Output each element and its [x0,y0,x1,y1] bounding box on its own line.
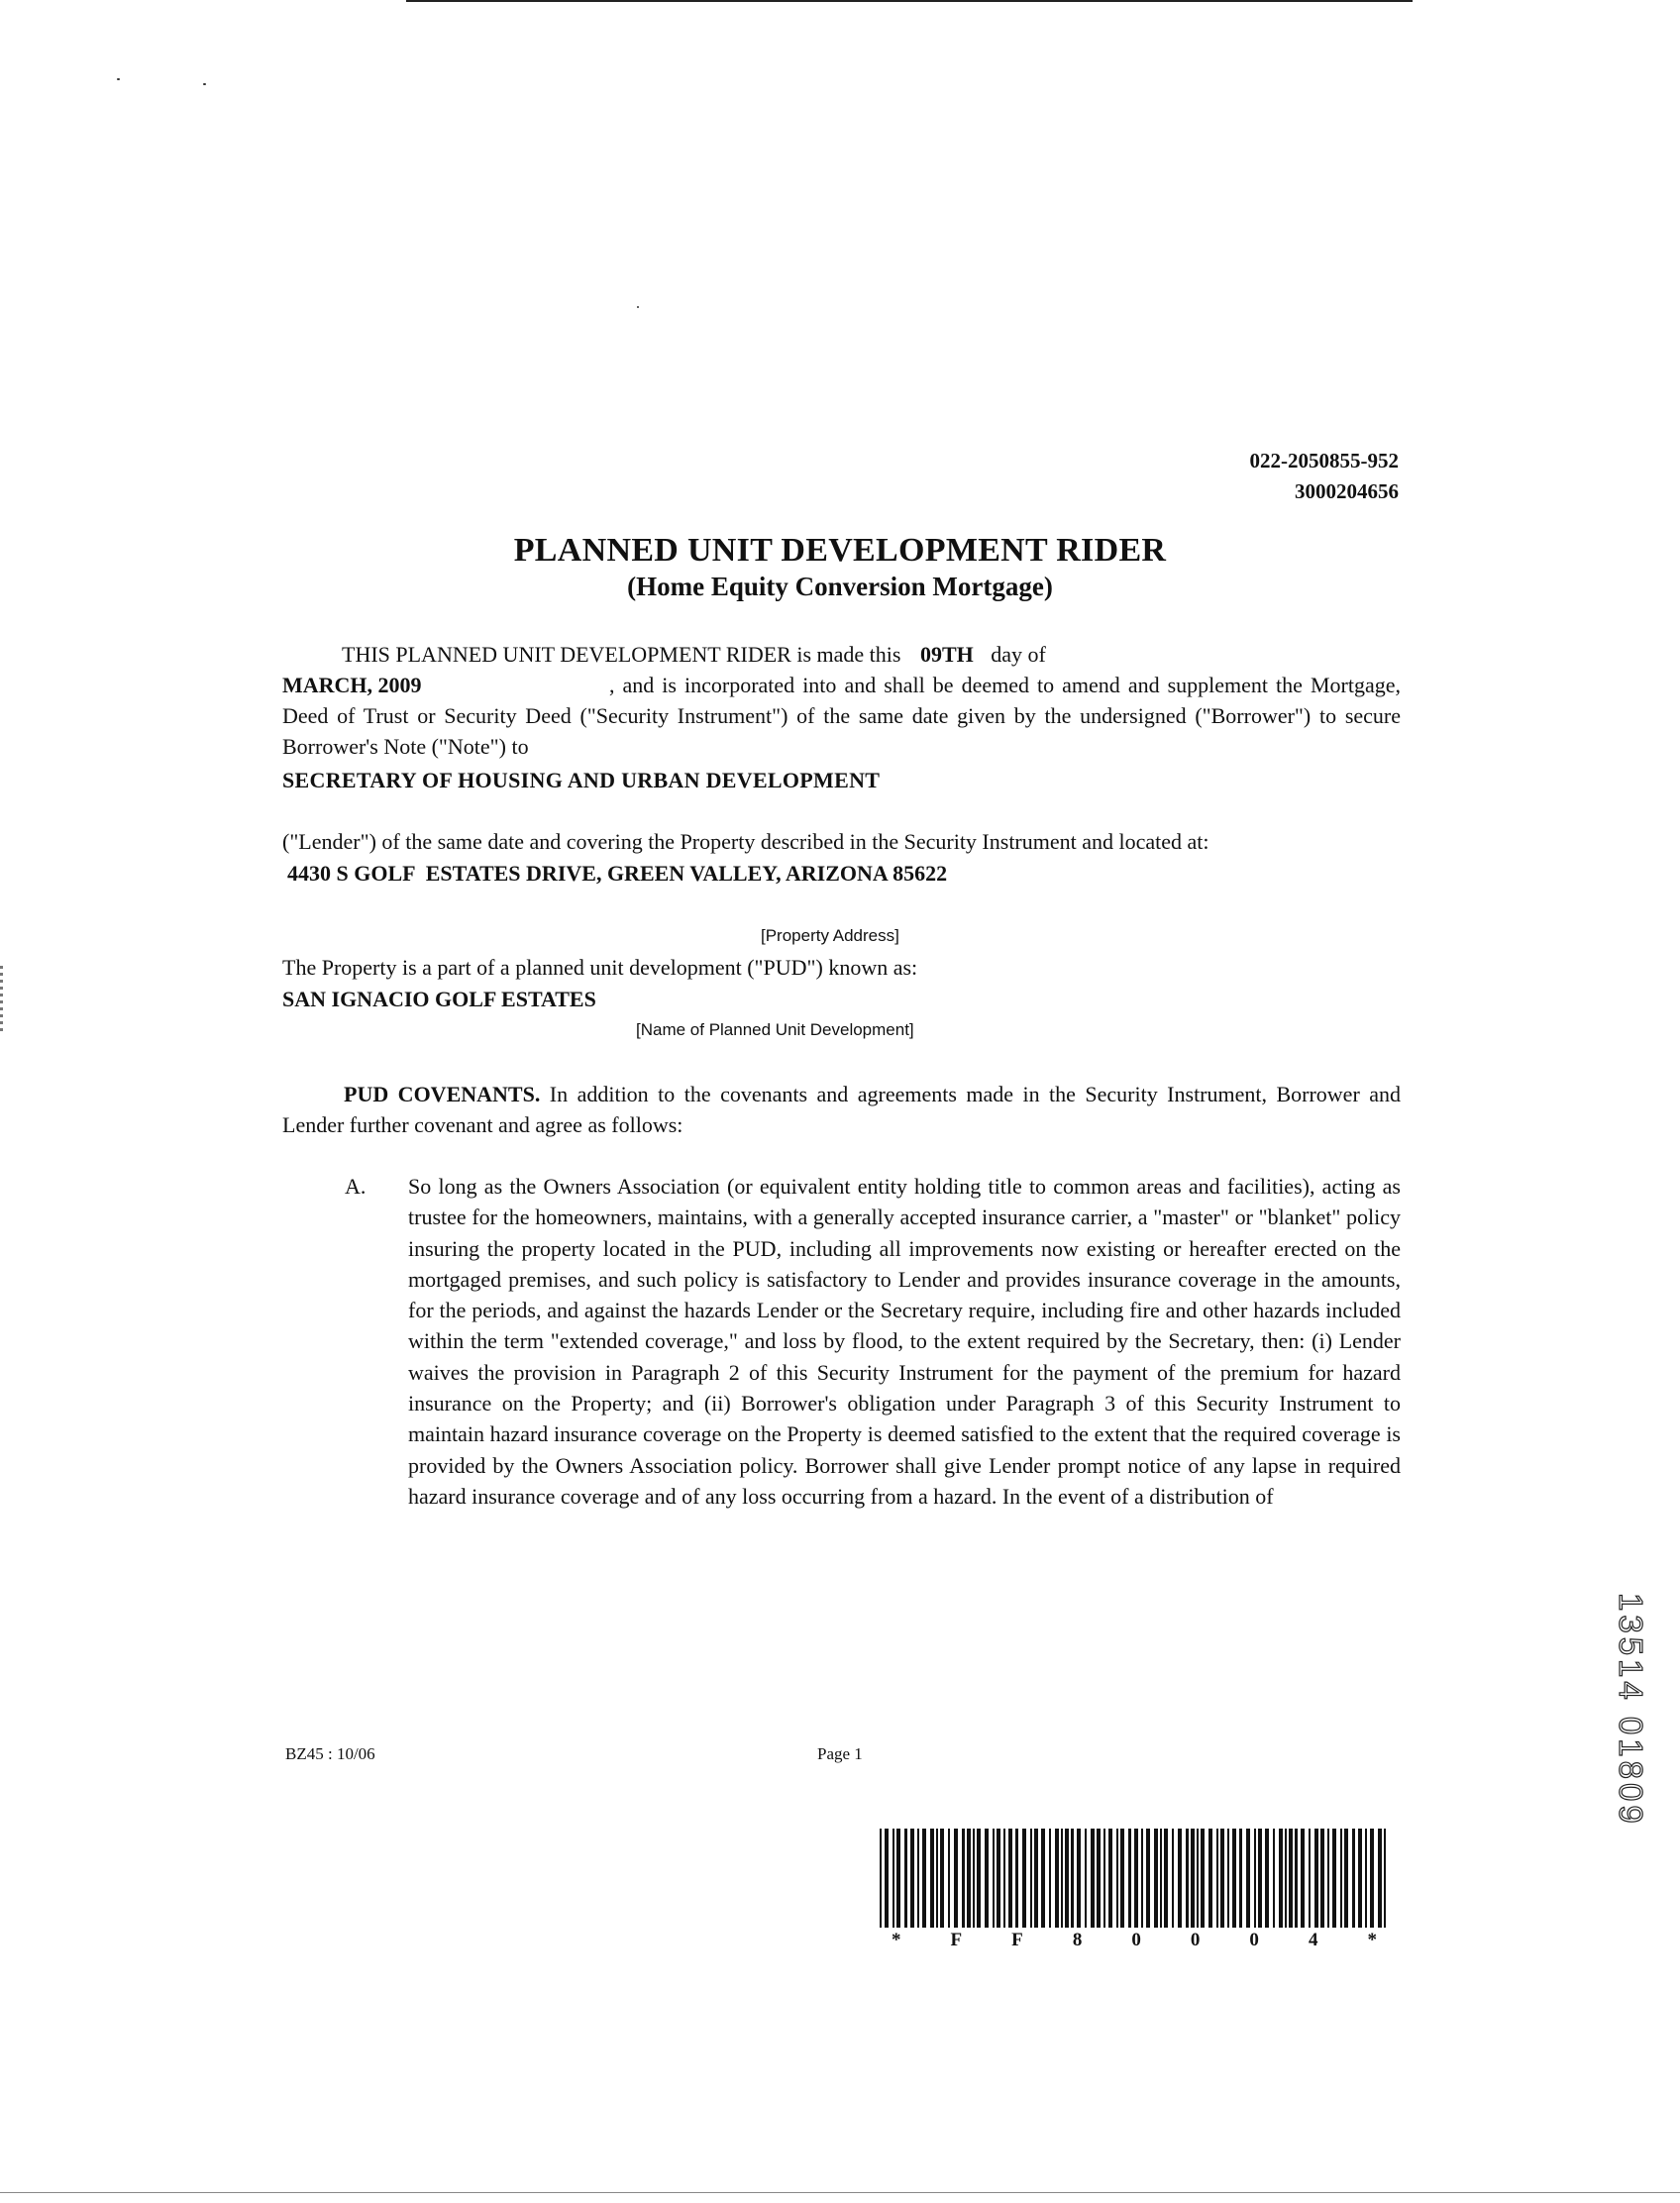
barcode-text [876,1930,1393,1951]
barcode-bar [1285,1829,1287,1928]
barcode-bar [896,1829,900,1928]
barcode-char: F [1011,1930,1023,1950]
barcode-bar [1254,1829,1256,1928]
barcode-bar [1279,1829,1283,1928]
barcode-bar [1197,1829,1199,1928]
barcode-bar [954,1829,958,1928]
barcode-bar [1265,1829,1269,1928]
barcode-char: 0 [1190,1930,1201,1950]
barcode-bar [910,1829,914,1928]
barcode-bar [1015,1829,1018,1928]
barcode-bar [1008,1829,1012,1928]
document-title: PLANNED UNIT DEVELOPMENT RIDER [513,532,1167,569]
side-stamp-number: 13514 01809 [1613,1593,1649,1828]
barcode-bar [1055,1829,1059,1928]
barcode-bar [930,1829,934,1928]
intro-body: , and is incorporated into and shall be deemed to amend and supplement the Mortgage, Deed of Trust or Security Deed ("Security Instrument") of the same date given by the undersigned ("Borrower") to secure Borrower's Note ("Note") to [282,673,1401,759]
scan-speck [637,306,639,308]
pud-name-caption: [Name of Planned Unit Development] [636,1020,914,1039]
top-border-line [406,0,1413,2]
page-number: Page 1 [817,1744,863,1763]
barcode-bar [1365,1829,1367,1928]
barcode-char: 0 [1249,1930,1259,1950]
barcode-bar [936,1829,938,1928]
barcode-bar [985,1829,989,1928]
bottom-border-line [0,2192,1680,2193]
barcode-bar [885,1829,889,1928]
pud-covenants-heading: PUD COVENANTS. [344,1082,541,1106]
barcode-bar [1220,1829,1224,1928]
barcode-bar [993,1829,995,1928]
barcode-bar [1103,1829,1105,1928]
barcode-bar [1085,1829,1087,1928]
rider-month-year: MARCH, 2009 [282,673,422,697]
intro-paragraph [282,670,1401,762]
barcode-bar [1191,1829,1195,1928]
barcode-bar [1320,1829,1324,1928]
barcode-bar [1239,1829,1242,1928]
barcode-bar [1141,1829,1143,1928]
barcode-bar [1370,1829,1374,1928]
barcode-char: 0 [1131,1930,1141,1950]
intro-lead: THIS PLANNED UNIT DEVELOPMENT RIDER is made this 09TH day of [342,639,1046,670]
loan-number: 022-2050855-952 [1249,449,1399,472]
barcode-bar [1178,1829,1182,1928]
covenant-a-text: So long as the Owners Association (or equivalent entity holding title to common areas and facilities), acting as trustee for the homeowners, maintains, with a generally accepted insurance carrier, a "master" or "blanket" policy insuring the property located in the PUD, including all improvements now existing or hereafter erected on the mortgaged premises, and such policy is satisfactory to Lender and provides insurance coverage in the amounts, for the periods, and against the hazards Lender or the Secretary require, including fire and other hazards included within the term "extended coverage," and loss by flood, to the extent required by the Secretary, then: (i) Lender waives the provision in Paragraph 2 of this Security Instrument for the payment of the premium for hazard insurance on the Property; and (ii) Borrower's obligation under Paragraph 3 of this Security Instrument to maintain hazard insurance coverage on the Property is deemed satisfied to the extent that the required coverage is provided by the Owners Association policy. Borrower shall give Lender prompt notice of any lapse in required hazard insurance coverage and of any loss occurring from a hazard. In the event of a distribution of [408,1174,1401,1509]
barcode-bar [1071,1829,1074,1928]
barcode-char: * [1367,1930,1377,1950]
barcode-char: 8 [1072,1930,1083,1950]
barcode-bar [1216,1829,1218,1928]
document-subtitle: (Home Equity Conversion Mortgage) [627,572,1053,601]
barcode-bar [904,1829,907,1928]
barcode-bar [1003,1829,1005,1928]
barcode-bar [922,1829,926,1928]
barcode-char: F [950,1930,963,1950]
barcode-bar [1309,1829,1311,1928]
barcode-bar [1352,1829,1355,1928]
barcode-bar [880,1829,882,1928]
barcode-bar [948,1829,950,1928]
pud-covenants-intro: PUD COVENANTS. In addition to the covenants and agreements made in the Security Instrument, Borrower and Lender further covenant and agree as follows: [282,1082,1401,1137]
barcode-bar [1384,1829,1386,1928]
barcode-bar [1295,1829,1298,1928]
barcode-bar [1146,1829,1150,1928]
barcode-bar [1049,1829,1051,1928]
pud-name: SAN IGNACIO GOLF ESTATES [282,987,596,1011]
barcode-bar [1172,1829,1174,1928]
barcode-char: 4 [1308,1930,1318,1950]
barcode-bar [1258,1829,1262,1928]
barcode-char: * [892,1930,901,1950]
scan-speck [203,83,206,85]
barcode-bar [1065,1829,1069,1928]
barcode-bar [1289,1829,1293,1928]
barcode-bar [1273,1829,1275,1928]
barcode-bar [1232,1829,1236,1928]
barcode-bar [1327,1829,1329,1928]
lender-clause: ("Lender") of the same date and covering the Property described in the Security Instrument and located at: [282,829,1209,854]
barcode-bar [1246,1829,1250,1928]
barcode-bar [1134,1829,1138,1928]
barcode-bar [940,1829,944,1928]
barcode-bar [1034,1829,1038,1928]
barcode-bar [1030,1829,1032,1928]
barcode-bar [1120,1829,1124,1928]
barcode-bar [1186,1829,1189,1928]
rider-day: 09TH [919,642,974,667]
barcode-bar [1201,1829,1205,1928]
barcode-bar [1344,1829,1348,1928]
barcode-bar [973,1829,975,1928]
barcode-bar [1208,1829,1212,1928]
barcode-bar [1041,1829,1045,1928]
document-identifiers [1250,446,1400,507]
barcode-bar [1091,1829,1095,1928]
barcode-bar [962,1829,965,1928]
barcode-bar [1108,1829,1112,1928]
reference-number: 3000204656 [1295,479,1399,503]
barcode-bar [1378,1829,1382,1928]
scan-edge-marks [0,966,3,1033]
barcode-bar [1340,1829,1342,1928]
barcode-bar [917,1829,919,1928]
lender-name: SECRETARY OF HOUSING AND URBAN DEVELOPMENT [282,768,881,792]
barcode-bar [997,1829,1000,1928]
barcode [876,1829,1393,1928]
barcode-bar [1077,1829,1081,1928]
barcode-bar [1160,1829,1162,1928]
barcode-bar [1097,1829,1101,1928]
barcode-bar [1061,1829,1063,1928]
barcode-bar [1116,1829,1118,1928]
property-address: 4430 S GOLF ESTATES DRIVE, GREEN VALLEY, ARIZONA 85622 [287,861,948,886]
barcode-bar [892,1829,894,1928]
barcode-bar [967,1829,971,1928]
form-code: BZ45 : 10/06 [285,1744,375,1763]
barcode-bar [977,1829,981,1928]
property-address-caption: [Property Address] [761,926,899,945]
barcode-bar [1227,1829,1229,1928]
barcode-bar [1154,1829,1158,1928]
scan-speck [117,78,120,80]
barcode-bar [1022,1829,1026,1928]
barcode-bar [1301,1829,1305,1928]
barcode-bar [1332,1829,1336,1928]
barcode-bar [1128,1829,1131,1928]
barcode-bar [1164,1829,1168,1928]
barcode-bar [1358,1829,1362,1928]
pud-clause: The Property is a part of a planned unit development ("PUD") known as: [282,955,918,980]
barcode-bar [1314,1829,1318,1928]
covenant-a-marker: A. [345,1174,367,1199]
